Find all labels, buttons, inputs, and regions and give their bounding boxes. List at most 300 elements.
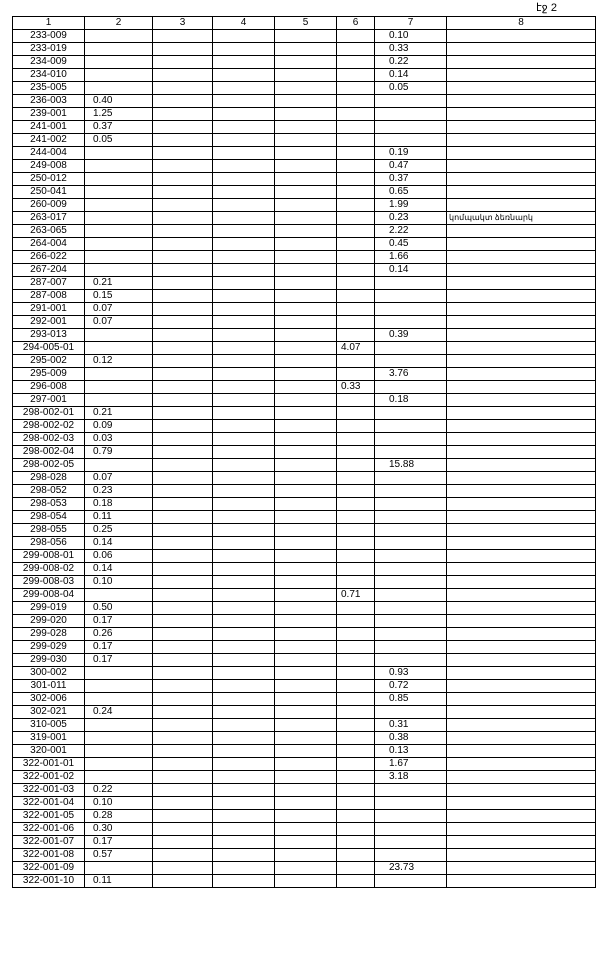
value-cell: 0.37: [85, 121, 153, 134]
value-cell: [153, 667, 213, 680]
value-cell: [275, 446, 337, 459]
value-cell: [337, 602, 375, 615]
table-row: [13, 615, 596, 628]
value-cell: [275, 485, 337, 498]
value-cell: [337, 30, 375, 43]
value-cell: 0.33: [337, 381, 375, 394]
value-cell: [337, 550, 375, 563]
value-cell: [85, 745, 153, 758]
value-cell: [275, 238, 337, 251]
value-cell: 0.14: [375, 69, 447, 82]
parcel-code-cell: 322-001-09: [13, 862, 85, 875]
value-cell: 0.09: [85, 420, 153, 433]
value-cell: [337, 290, 375, 303]
table-row: [13, 147, 596, 160]
value-cell: [337, 238, 375, 251]
parcel-code-cell: 322-001-07: [13, 836, 85, 849]
value-cell: [153, 238, 213, 251]
value-cell: [375, 875, 447, 888]
value-cell: [85, 589, 153, 602]
value-cell: [337, 303, 375, 316]
value-cell: [447, 134, 596, 147]
value-cell: [153, 576, 213, 589]
value-cell: [337, 446, 375, 459]
value-cell: [85, 329, 153, 342]
parcel-code-cell: 234-009: [13, 56, 85, 69]
value-cell: [275, 719, 337, 732]
value-cell: [213, 823, 275, 836]
value-cell: [337, 524, 375, 537]
value-cell: [447, 680, 596, 693]
value-cell: [153, 459, 213, 472]
value-cell: [85, 719, 153, 732]
value-cell: [213, 342, 275, 355]
value-cell: 0.10: [85, 797, 153, 810]
value-cell: [153, 420, 213, 433]
value-cell: [213, 121, 275, 134]
value-cell: [337, 173, 375, 186]
value-cell: [447, 43, 596, 56]
table-row: [13, 290, 596, 303]
value-cell: [85, 251, 153, 264]
value-cell: [213, 355, 275, 368]
value-cell: [85, 238, 153, 251]
value-cell: 0.06: [85, 550, 153, 563]
value-cell: [153, 134, 213, 147]
value-cell: [275, 797, 337, 810]
value-cell: [275, 745, 337, 758]
table-row: [13, 459, 596, 472]
value-cell: [85, 56, 153, 69]
parcel-code-cell: 234-010: [13, 69, 85, 82]
table-row: [13, 550, 596, 563]
parcel-code-cell: 300-002: [13, 667, 85, 680]
value-cell: 0.19: [375, 147, 447, 160]
value-cell: 0.10: [375, 30, 447, 43]
value-cell: [447, 56, 596, 69]
value-cell: 0.18: [85, 498, 153, 511]
value-cell: [337, 407, 375, 420]
value-cell: 0.40: [85, 95, 153, 108]
value-cell: 0.30: [85, 823, 153, 836]
value-cell: 0.79: [85, 446, 153, 459]
value-cell: [213, 277, 275, 290]
value-cell: [447, 524, 596, 537]
value-cell: [275, 225, 337, 238]
value-cell: [337, 82, 375, 95]
value-cell: [375, 134, 447, 147]
value-cell: [447, 329, 596, 342]
parcel-code-cell: 298-053: [13, 498, 85, 511]
value-cell: [213, 329, 275, 342]
value-cell: [447, 745, 596, 758]
value-cell: [337, 654, 375, 667]
value-cell: [213, 212, 275, 225]
value-cell: 0.24: [85, 706, 153, 719]
value-cell: [153, 771, 213, 784]
table-row: [13, 810, 596, 823]
value-cell: [213, 537, 275, 550]
value-cell: [213, 784, 275, 797]
value-cell: [375, 628, 447, 641]
value-cell: [213, 498, 275, 511]
table-row: [13, 836, 596, 849]
value-cell: [447, 615, 596, 628]
value-cell: [153, 394, 213, 407]
table-row: [13, 784, 596, 797]
value-cell: [213, 524, 275, 537]
value-cell: 0.17: [85, 654, 153, 667]
value-cell: 0.28: [85, 810, 153, 823]
value-cell: [213, 576, 275, 589]
parcel-code-cell: 244-004: [13, 147, 85, 160]
value-cell: [337, 771, 375, 784]
value-cell: [447, 823, 596, 836]
value-cell: 1.66: [375, 251, 447, 264]
parcel-code-cell: 295-002: [13, 355, 85, 368]
column-header: 5: [275, 17, 337, 30]
value-cell: [375, 797, 447, 810]
value-cell: [275, 667, 337, 680]
parcel-code-cell: 250-041: [13, 186, 85, 199]
value-cell: [337, 277, 375, 290]
parcel-code-cell: 293-013: [13, 329, 85, 342]
value-cell: [337, 628, 375, 641]
value-cell: [275, 316, 337, 329]
value-cell: [85, 771, 153, 784]
table-row: [13, 212, 596, 225]
parcel-code-cell: 297-001: [13, 394, 85, 407]
value-cell: [85, 30, 153, 43]
value-cell: [275, 277, 337, 290]
table-row: [13, 511, 596, 524]
value-cell: [337, 615, 375, 628]
value-cell: 0.22: [375, 56, 447, 69]
table-row: [13, 225, 596, 238]
value-cell: [153, 537, 213, 550]
value-cell: [153, 524, 213, 537]
table-row: [13, 264, 596, 277]
parcel-code-cell: 292-001: [13, 316, 85, 329]
table-row: [13, 589, 596, 602]
value-cell: [213, 160, 275, 173]
value-cell: 0.11: [85, 875, 153, 888]
value-cell: [375, 589, 447, 602]
value-cell: [85, 732, 153, 745]
table-row: [13, 433, 596, 446]
value-cell: [375, 823, 447, 836]
value-cell: [153, 225, 213, 238]
value-cell: [153, 862, 213, 875]
value-cell: [375, 446, 447, 459]
parcel-code-cell: 298-002-05: [13, 459, 85, 472]
parcel-code-cell: 322-001-03: [13, 784, 85, 797]
value-cell: [153, 511, 213, 524]
value-cell: [447, 238, 596, 251]
parcel-code-cell: 294-005-01: [13, 342, 85, 355]
value-cell: [153, 69, 213, 82]
value-cell: [213, 550, 275, 563]
value-cell: [213, 706, 275, 719]
value-cell: [447, 719, 596, 732]
value-cell: [275, 784, 337, 797]
value-cell: [337, 784, 375, 797]
value-cell: [213, 147, 275, 160]
value-cell: [375, 810, 447, 823]
value-cell: [153, 823, 213, 836]
value-cell: [213, 667, 275, 680]
parcel-code-cell: 241-002: [13, 134, 85, 147]
value-cell: [85, 199, 153, 212]
value-cell: [275, 173, 337, 186]
value-cell: [447, 732, 596, 745]
table-row: [13, 823, 596, 836]
value-cell: 0.57: [85, 849, 153, 862]
value-cell: [213, 745, 275, 758]
value-cell: [85, 394, 153, 407]
value-cell: [337, 420, 375, 433]
parcel-code-cell: 298-002-02: [13, 420, 85, 433]
value-cell: 0.23: [85, 485, 153, 498]
parcel-code-cell: 264-004: [13, 238, 85, 251]
value-cell: [153, 641, 213, 654]
value-cell: [153, 316, 213, 329]
value-cell: 0.07: [85, 303, 153, 316]
value-cell: [153, 706, 213, 719]
value-cell: [153, 186, 213, 199]
value-cell: կոմպակտ ձեռնարկ: [447, 212, 596, 225]
value-cell: [337, 186, 375, 199]
value-cell: [153, 485, 213, 498]
page-number: էջ 2: [536, 2, 557, 14]
value-cell: [213, 771, 275, 784]
table-row: [13, 108, 596, 121]
column-header: 2: [85, 17, 153, 30]
value-cell: [85, 862, 153, 875]
value-cell: [337, 875, 375, 888]
value-cell: [337, 485, 375, 498]
value-cell: [85, 342, 153, 355]
table-row: [13, 693, 596, 706]
value-cell: [275, 368, 337, 381]
value-cell: [447, 225, 596, 238]
table-row: [13, 251, 596, 264]
value-cell: [337, 134, 375, 147]
value-cell: [447, 706, 596, 719]
value-cell: [275, 459, 337, 472]
table-row: [13, 420, 596, 433]
value-cell: [153, 784, 213, 797]
value-cell: [447, 784, 596, 797]
value-cell: [275, 810, 337, 823]
parcel-code-cell: 301-011: [13, 680, 85, 693]
table-row: [13, 186, 596, 199]
value-cell: [337, 719, 375, 732]
value-cell: [85, 225, 153, 238]
value-cell: [213, 511, 275, 524]
column-header: 3: [153, 17, 213, 30]
column-header: 4: [213, 17, 275, 30]
value-cell: [275, 732, 337, 745]
value-cell: [375, 537, 447, 550]
table-row: [13, 238, 596, 251]
value-cell: [153, 472, 213, 485]
parcel-code-cell: 299-008-02: [13, 563, 85, 576]
parcel-code-cell: 263-065: [13, 225, 85, 238]
parcel-code-cell: 295-009: [13, 368, 85, 381]
table-row: [13, 654, 596, 667]
table-row: [13, 329, 596, 342]
value-cell: 0.72: [375, 680, 447, 693]
value-cell: 0.11: [85, 511, 153, 524]
table-row: [13, 30, 596, 43]
column-header: 8: [447, 17, 596, 30]
value-cell: [153, 381, 213, 394]
value-cell: [447, 849, 596, 862]
value-cell: [213, 420, 275, 433]
value-cell: [275, 693, 337, 706]
value-cell: [213, 446, 275, 459]
value-cell: 4.07: [337, 342, 375, 355]
value-cell: [447, 160, 596, 173]
value-cell: [213, 602, 275, 615]
value-cell: [275, 550, 337, 563]
value-cell: [337, 862, 375, 875]
value-cell: [153, 433, 213, 446]
value-cell: [447, 420, 596, 433]
value-cell: [85, 160, 153, 173]
value-cell: [153, 342, 213, 355]
value-cell: 0.85: [375, 693, 447, 706]
value-cell: [447, 810, 596, 823]
value-cell: [375, 576, 447, 589]
value-cell: [153, 329, 213, 342]
value-cell: 0.05: [85, 134, 153, 147]
value-cell: [275, 641, 337, 654]
value-cell: [337, 810, 375, 823]
value-cell: [447, 537, 596, 550]
table-row: [13, 706, 596, 719]
parcel-code-cell: 299-008-03: [13, 576, 85, 589]
value-cell: [337, 199, 375, 212]
value-cell: [375, 849, 447, 862]
value-cell: [213, 316, 275, 329]
value-cell: [337, 56, 375, 69]
value-cell: [153, 810, 213, 823]
value-cell: [337, 121, 375, 134]
value-cell: [153, 160, 213, 173]
value-cell: [213, 810, 275, 823]
value-cell: [153, 693, 213, 706]
value-cell: 0.47: [375, 160, 447, 173]
value-cell: [275, 706, 337, 719]
value-cell: [337, 69, 375, 82]
table-row: [13, 173, 596, 186]
parcel-code-cell: 322-001-01: [13, 758, 85, 771]
parcel-code-cell: 322-001-04: [13, 797, 85, 810]
value-cell: [375, 433, 447, 446]
parcel-code-cell: 298-002-03: [13, 433, 85, 446]
value-cell: 0.25: [85, 524, 153, 537]
parcel-code-cell: 260-009: [13, 199, 85, 212]
table-row: [13, 472, 596, 485]
value-cell: [153, 251, 213, 264]
table-row: [13, 69, 596, 82]
value-cell: [447, 264, 596, 277]
value-cell: [337, 823, 375, 836]
value-cell: 1.99: [375, 199, 447, 212]
value-cell: [275, 264, 337, 277]
parcel-code-cell: 298-056: [13, 537, 85, 550]
value-cell: [275, 615, 337, 628]
parcel-code-cell: 319-001: [13, 732, 85, 745]
value-cell: [337, 355, 375, 368]
value-cell: [213, 134, 275, 147]
value-cell: [85, 667, 153, 680]
parcel-code-cell: 299-019: [13, 602, 85, 615]
value-cell: 0.07: [85, 316, 153, 329]
parcel-code-cell: 287-007: [13, 277, 85, 290]
value-cell: 0.21: [85, 277, 153, 290]
value-cell: [447, 446, 596, 459]
value-cell: [153, 277, 213, 290]
value-cell: [213, 485, 275, 498]
value-cell: [275, 680, 337, 693]
value-cell: [447, 472, 596, 485]
value-cell: [153, 732, 213, 745]
value-cell: 0.14: [375, 264, 447, 277]
value-cell: [447, 433, 596, 446]
table-row: [13, 199, 596, 212]
value-cell: [275, 472, 337, 485]
value-cell: 0.03: [85, 433, 153, 446]
value-cell: [213, 875, 275, 888]
value-cell: [213, 173, 275, 186]
value-cell: [275, 407, 337, 420]
value-cell: 0.45: [375, 238, 447, 251]
value-cell: [447, 381, 596, 394]
value-cell: [337, 147, 375, 160]
value-cell: [153, 56, 213, 69]
value-cell: [275, 199, 337, 212]
parcel-code-cell: 296-008: [13, 381, 85, 394]
value-cell: [337, 511, 375, 524]
value-cell: [447, 862, 596, 875]
value-cell: [213, 30, 275, 43]
value-cell: [447, 121, 596, 134]
value-cell: [337, 563, 375, 576]
value-cell: [375, 121, 447, 134]
value-cell: [153, 875, 213, 888]
value-cell: 0.05: [375, 82, 447, 95]
table-row: [13, 277, 596, 290]
value-cell: 0.38: [375, 732, 447, 745]
value-cell: 15.88: [375, 459, 447, 472]
value-cell: [447, 771, 596, 784]
value-cell: [447, 394, 596, 407]
column-header: 1: [13, 17, 85, 30]
table-row: [13, 641, 596, 654]
value-cell: [85, 680, 153, 693]
table-row: [13, 446, 596, 459]
value-cell: [337, 797, 375, 810]
value-cell: [375, 290, 447, 303]
value-cell: 23.73: [375, 862, 447, 875]
value-cell: [337, 459, 375, 472]
value-cell: [275, 186, 337, 199]
value-cell: [447, 563, 596, 576]
value-cell: [275, 563, 337, 576]
